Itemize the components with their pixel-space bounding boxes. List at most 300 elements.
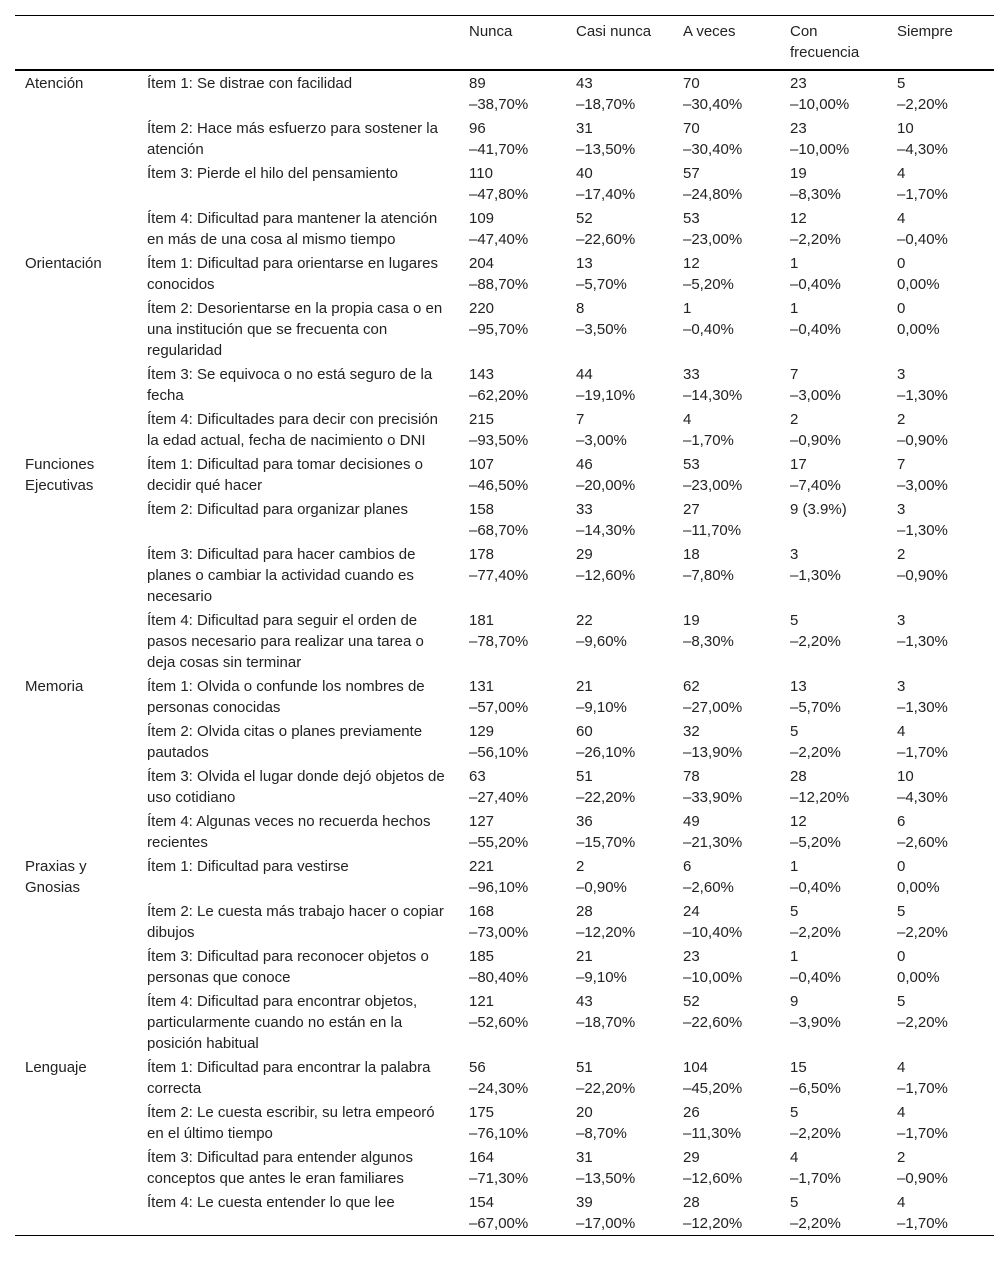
table-row bbox=[15, 497, 994, 542]
count-value: 178 bbox=[469, 546, 495, 563]
value-cell-casi-nunca bbox=[566, 452, 673, 497]
category-cell: Lenguaje bbox=[25, 1059, 87, 1076]
percent-value: –15,70% bbox=[576, 834, 636, 851]
table-header bbox=[15, 16, 994, 71]
count-value: 7 bbox=[897, 456, 906, 473]
percent-value: –12,60% bbox=[683, 1170, 743, 1187]
category-cell bbox=[15, 206, 137, 251]
percent-value: –52,60% bbox=[469, 1014, 529, 1031]
percent-value: –18,70% bbox=[576, 96, 636, 113]
value-cell-siempre bbox=[887, 362, 994, 407]
count-value: 158 bbox=[469, 501, 495, 518]
percent-value: –21,30% bbox=[683, 834, 743, 851]
value-cell-a-veces bbox=[673, 251, 780, 296]
count-value: 29 bbox=[683, 1149, 700, 1166]
category-cell bbox=[15, 944, 137, 989]
count-value: 3 bbox=[897, 366, 906, 383]
count-value: 7 bbox=[790, 366, 799, 383]
percent-value: –55,20% bbox=[469, 834, 529, 851]
percent-value: –1,70% bbox=[897, 1080, 948, 1097]
value-cell-nunca bbox=[459, 1190, 566, 1236]
count-value: 6 bbox=[897, 813, 906, 830]
count-value: 215 bbox=[469, 411, 495, 428]
percent-value: –5,70% bbox=[790, 699, 841, 716]
header-nunca: Nunca bbox=[459, 16, 566, 71]
count-value: 53 bbox=[683, 456, 700, 473]
category-cell: Praxias y Gnosias bbox=[25, 858, 87, 896]
percent-value: –41,70% bbox=[469, 141, 529, 158]
table-row bbox=[15, 206, 994, 251]
percent-value: –38,70% bbox=[469, 96, 529, 113]
count-value: 33 bbox=[576, 501, 593, 518]
count-value: 21 bbox=[576, 678, 593, 695]
percent-value: –1,30% bbox=[790, 567, 841, 584]
category-cell bbox=[15, 161, 137, 206]
count-value: 9 (3.9%) bbox=[790, 501, 847, 518]
percent-value: –45,20% bbox=[683, 1080, 743, 1097]
percent-value: –27,40% bbox=[469, 789, 529, 806]
value-cell-con-frecuencia bbox=[780, 161, 887, 206]
count-value: 5 bbox=[790, 723, 799, 740]
percent-value: –2,20% bbox=[897, 924, 948, 941]
value-cell-casi-nunca bbox=[566, 116, 673, 161]
percent-value: –5,70% bbox=[576, 276, 627, 293]
category-cell: Funciones Ejecutivas bbox=[25, 456, 95, 494]
table-row bbox=[15, 809, 994, 854]
value-cell-casi-nunca bbox=[566, 764, 673, 809]
count-value: 43 bbox=[576, 75, 593, 92]
percent-value: –47,80% bbox=[469, 186, 529, 203]
count-value: 1 bbox=[790, 858, 799, 875]
count-value: 70 bbox=[683, 75, 700, 92]
count-value: 3 bbox=[897, 612, 906, 629]
value-cell-casi-nunca bbox=[566, 944, 673, 989]
value-cell-a-veces bbox=[673, 608, 780, 674]
percent-value: –0,90% bbox=[790, 432, 841, 449]
percent-value: –33,90% bbox=[683, 789, 743, 806]
value-cell-siempre bbox=[887, 70, 994, 116]
percent-value: –3,50% bbox=[576, 321, 627, 338]
count-value: 4 bbox=[897, 1059, 906, 1076]
value-cell-con-frecuencia bbox=[780, 452, 887, 497]
item-label: Ítem 1: Se distrae con facilidad bbox=[147, 75, 353, 92]
percent-value: –22,20% bbox=[576, 1080, 636, 1097]
count-value: 4 bbox=[897, 210, 906, 227]
percent-value: –5,20% bbox=[790, 834, 841, 851]
count-value: 2 bbox=[897, 546, 906, 563]
table-row bbox=[15, 989, 994, 1055]
count-value: 127 bbox=[469, 813, 495, 830]
table-row bbox=[15, 764, 994, 809]
item-label: Ítem 1: Dificultad para encontrar la palabra correcta bbox=[147, 1059, 431, 1097]
count-value: 168 bbox=[469, 903, 495, 920]
value-cell-siempre bbox=[887, 854, 994, 899]
table-row bbox=[15, 944, 994, 989]
item-label: Ítem 2: Olvida citas o planes previamente pautados bbox=[147, 723, 423, 761]
item-label: Ítem 4: Dificultad para mantener la atención en más de una cosa al mismo tiempo bbox=[147, 210, 438, 248]
value-cell-casi-nunca bbox=[566, 1100, 673, 1145]
percent-value: –95,70% bbox=[469, 321, 529, 338]
percent-value: –8,70% bbox=[576, 1125, 627, 1142]
percent-value: –3,00% bbox=[790, 387, 841, 404]
count-value: 12 bbox=[683, 255, 700, 272]
table-row bbox=[15, 1190, 994, 1236]
percent-value: –0,40% bbox=[790, 879, 841, 896]
value-cell-casi-nunca bbox=[566, 1190, 673, 1236]
count-value: 4 bbox=[897, 1104, 906, 1121]
percent-value: –20,00% bbox=[576, 477, 636, 494]
percent-value: –2,60% bbox=[683, 879, 734, 896]
value-cell-siempre bbox=[887, 452, 994, 497]
percent-value: –12,60% bbox=[576, 567, 636, 584]
count-value: 0 bbox=[897, 948, 906, 965]
value-cell-nunca bbox=[459, 407, 566, 452]
value-cell-casi-nunca bbox=[566, 251, 673, 296]
percent-value: –14,30% bbox=[683, 387, 743, 404]
percent-value: –47,40% bbox=[469, 231, 529, 248]
value-cell-siempre bbox=[887, 497, 994, 542]
value-cell-con-frecuencia bbox=[780, 719, 887, 764]
category-cell bbox=[15, 899, 137, 944]
value-cell-nunca bbox=[459, 989, 566, 1055]
table-row bbox=[15, 674, 994, 719]
count-value: 96 bbox=[469, 120, 486, 137]
percent-value: –19,10% bbox=[576, 387, 636, 404]
percent-value: –1,30% bbox=[897, 633, 948, 650]
count-value: 27 bbox=[683, 501, 700, 518]
value-cell-nunca bbox=[459, 764, 566, 809]
value-cell-a-veces bbox=[673, 764, 780, 809]
count-value: 104 bbox=[683, 1059, 709, 1076]
value-cell-nunca bbox=[459, 161, 566, 206]
percent-value: –1,70% bbox=[683, 432, 734, 449]
count-value: 0 bbox=[897, 858, 906, 875]
percent-value: –11,30% bbox=[683, 1125, 742, 1142]
count-value: 1 bbox=[790, 255, 799, 272]
value-cell-nunca bbox=[459, 809, 566, 854]
percent-value: –96,10% bbox=[469, 879, 529, 896]
value-cell-a-veces bbox=[673, 1145, 780, 1190]
value-cell-nunca bbox=[459, 944, 566, 989]
percent-value: –68,70% bbox=[469, 522, 529, 539]
count-value: 28 bbox=[683, 1194, 700, 1211]
value-cell-siempre bbox=[887, 809, 994, 854]
percent-value: –10,00% bbox=[790, 96, 850, 113]
percent-value: –5,20% bbox=[683, 276, 734, 293]
header-category bbox=[15, 16, 137, 71]
value-cell-a-veces bbox=[673, 854, 780, 899]
percent-value: –23,00% bbox=[683, 231, 743, 248]
count-value: 36 bbox=[576, 813, 593, 830]
header-con-frecuencia: Con frecuencia bbox=[780, 16, 887, 71]
value-cell-siempre bbox=[887, 674, 994, 719]
percent-value: –71,30% bbox=[469, 1170, 529, 1187]
count-value: 52 bbox=[683, 993, 700, 1010]
value-cell-a-veces bbox=[673, 719, 780, 764]
value-cell-nunca bbox=[459, 542, 566, 608]
value-cell-casi-nunca bbox=[566, 854, 673, 899]
percent-value: 0,00% bbox=[897, 879, 940, 896]
category-cell bbox=[15, 296, 137, 362]
value-cell-siempre bbox=[887, 206, 994, 251]
item-label: Ítem 1: Dificultad para orientarse en lugares conocidos bbox=[147, 255, 438, 293]
category-cell bbox=[15, 116, 137, 161]
value-cell-a-veces bbox=[673, 206, 780, 251]
count-value: 32 bbox=[683, 723, 700, 740]
percent-value: –4,30% bbox=[897, 789, 948, 806]
percent-value: –4,30% bbox=[897, 141, 948, 158]
item-label: Ítem 4: Dificultades para decir con precisión la edad actual, fecha de nacimiento o DNI bbox=[147, 411, 438, 449]
percent-value: –14,30% bbox=[576, 522, 636, 539]
count-value: 9 bbox=[790, 993, 799, 1010]
category-cell bbox=[15, 764, 137, 809]
percent-value: –3,00% bbox=[897, 477, 948, 494]
table-row bbox=[15, 452, 994, 497]
item-label: Ítem 2: Le cuesta más trabajo hacer o copiar dibujos bbox=[147, 903, 444, 941]
category-cell: Memoria bbox=[25, 678, 84, 695]
value-cell-a-veces bbox=[673, 809, 780, 854]
value-cell-casi-nunca bbox=[566, 497, 673, 542]
count-value: 5 bbox=[790, 612, 799, 629]
item-label: Ítem 1: Olvida o confunde los nombres de personas conocidas bbox=[147, 678, 425, 716]
count-value: 7 bbox=[576, 411, 585, 428]
value-cell-con-frecuencia bbox=[780, 989, 887, 1055]
count-value: 78 bbox=[683, 768, 700, 785]
percent-value: –93,50% bbox=[469, 432, 529, 449]
value-cell-nunca bbox=[459, 1100, 566, 1145]
count-value: 43 bbox=[576, 993, 593, 1010]
percent-value: –30,40% bbox=[683, 141, 743, 158]
table-row bbox=[15, 116, 994, 161]
value-cell-con-frecuencia bbox=[780, 674, 887, 719]
percent-value: 0,00% bbox=[897, 969, 940, 986]
percent-value: 0,00% bbox=[897, 321, 940, 338]
percent-value: –2,20% bbox=[790, 1125, 841, 1142]
value-cell-nunca bbox=[459, 899, 566, 944]
count-value: 20 bbox=[576, 1104, 593, 1121]
category-cell bbox=[15, 362, 137, 407]
count-value: 21 bbox=[576, 948, 593, 965]
value-cell-con-frecuencia bbox=[780, 1055, 887, 1100]
count-value: 40 bbox=[576, 165, 593, 182]
count-value: 220 bbox=[469, 300, 495, 317]
count-value: 12 bbox=[790, 210, 807, 227]
value-cell-a-veces bbox=[673, 452, 780, 497]
count-value: 46 bbox=[576, 456, 593, 473]
percent-value: –73,00% bbox=[469, 924, 529, 941]
value-cell-a-veces bbox=[673, 362, 780, 407]
percent-value: –22,20% bbox=[576, 789, 636, 806]
percent-value: –2,20% bbox=[897, 96, 948, 113]
count-value: 10 bbox=[897, 768, 914, 785]
item-label: Ítem 3: Olvida el lugar donde dejó objetos de uso cotidiano bbox=[147, 768, 445, 806]
count-value: 26 bbox=[683, 1104, 700, 1121]
count-value: 121 bbox=[469, 993, 495, 1010]
item-label: Ítem 3: Pierde el hilo del pensamiento bbox=[147, 165, 398, 182]
count-value: 2 bbox=[897, 1149, 906, 1166]
item-label: Ítem 2: Dificultad para organizar planes bbox=[147, 501, 408, 518]
count-value: 13 bbox=[790, 678, 807, 695]
percent-value: –2,20% bbox=[790, 744, 841, 761]
count-value: 5 bbox=[790, 1194, 799, 1211]
value-cell-casi-nunca bbox=[566, 161, 673, 206]
header-item bbox=[137, 16, 459, 71]
percent-value: –2,20% bbox=[790, 231, 841, 248]
category-cell bbox=[15, 1190, 137, 1236]
value-cell-con-frecuencia bbox=[780, 809, 887, 854]
count-value: 28 bbox=[576, 903, 593, 920]
percent-value: –88,70% bbox=[469, 276, 529, 293]
table-row bbox=[15, 608, 994, 674]
percent-value: –0,90% bbox=[576, 879, 627, 896]
value-cell-siempre bbox=[887, 764, 994, 809]
percent-value: –2,20% bbox=[790, 924, 841, 941]
count-value: 44 bbox=[576, 366, 593, 383]
value-cell-a-veces bbox=[673, 1055, 780, 1100]
value-cell-casi-nunca bbox=[566, 1145, 673, 1190]
value-cell-casi-nunca bbox=[566, 719, 673, 764]
count-value: 3 bbox=[897, 678, 906, 695]
value-cell-con-frecuencia bbox=[780, 407, 887, 452]
value-cell-nunca bbox=[459, 70, 566, 116]
count-value: 204 bbox=[469, 255, 495, 272]
table-row bbox=[15, 1145, 994, 1190]
value-cell-a-veces bbox=[673, 674, 780, 719]
percent-value: –1,30% bbox=[897, 522, 948, 539]
percent-value: –3,00% bbox=[576, 432, 627, 449]
value-cell-casi-nunca bbox=[566, 362, 673, 407]
percent-value: –8,30% bbox=[790, 186, 841, 203]
count-value: 3 bbox=[790, 546, 799, 563]
percent-value: –0,90% bbox=[897, 432, 948, 449]
count-value: 49 bbox=[683, 813, 700, 830]
percent-value: –3,90% bbox=[790, 1014, 841, 1031]
percent-value: –18,70% bbox=[576, 1014, 636, 1031]
percent-value: –9,60% bbox=[576, 633, 627, 650]
category-cell: Atención bbox=[25, 75, 84, 92]
count-value: 57 bbox=[683, 165, 700, 182]
percent-value: –1,70% bbox=[897, 1215, 948, 1232]
value-cell-con-frecuencia bbox=[780, 296, 887, 362]
count-value: 1 bbox=[790, 300, 799, 317]
percent-value: –13,50% bbox=[576, 141, 636, 158]
percent-value: –13,50% bbox=[576, 1170, 636, 1187]
item-label: Ítem 4: Dificultad para encontrar objetos, particularmente cuando no están en la posición habitual bbox=[147, 993, 418, 1052]
count-value: 23 bbox=[790, 75, 807, 92]
item-label: Ítem 4: Dificultad para seguir el orden de pasos necesario para realizar una tarea o deja cosas sin terminar bbox=[147, 612, 424, 671]
value-cell-con-frecuencia bbox=[780, 70, 887, 116]
percent-value: –17,40% bbox=[576, 186, 636, 203]
percent-value: –10,00% bbox=[790, 141, 850, 158]
value-cell-casi-nunca bbox=[566, 1055, 673, 1100]
value-cell-a-veces bbox=[673, 1190, 780, 1236]
value-cell-casi-nunca bbox=[566, 296, 673, 362]
value-cell-a-veces bbox=[673, 944, 780, 989]
percent-value: –22,60% bbox=[683, 1014, 743, 1031]
count-value: 4 bbox=[683, 411, 692, 428]
count-value: 15 bbox=[790, 1059, 807, 1076]
percent-value: –24,30% bbox=[469, 1080, 529, 1097]
count-value: 22 bbox=[576, 612, 593, 629]
count-value: 109 bbox=[469, 210, 495, 227]
count-value: 17 bbox=[790, 456, 807, 473]
percent-value: –2,20% bbox=[790, 633, 841, 650]
value-cell-con-frecuencia bbox=[780, 497, 887, 542]
category-cell: Orientación bbox=[25, 255, 102, 272]
percent-value: –0,40% bbox=[897, 231, 948, 248]
count-value: 107 bbox=[469, 456, 495, 473]
count-value: 4 bbox=[897, 1194, 906, 1211]
category-cell bbox=[15, 989, 137, 1055]
count-value: 51 bbox=[576, 768, 593, 785]
table-row bbox=[15, 251, 994, 296]
count-value: 1 bbox=[790, 948, 799, 965]
value-cell-siempre bbox=[887, 1145, 994, 1190]
value-cell-con-frecuencia bbox=[780, 1145, 887, 1190]
count-value: 56 bbox=[469, 1059, 486, 1076]
value-cell-casi-nunca bbox=[566, 899, 673, 944]
percent-value: –0,40% bbox=[790, 969, 841, 986]
value-cell-siempre bbox=[887, 944, 994, 989]
percent-value: –9,10% bbox=[576, 969, 627, 986]
percent-value: –30,40% bbox=[683, 96, 743, 113]
item-label: Ítem 2: Desorientarse en la propia casa o en una institución que se frecuenta con regularidad bbox=[147, 300, 443, 359]
count-value: 12 bbox=[790, 813, 807, 830]
category-cell bbox=[15, 407, 137, 452]
percent-value: –12,20% bbox=[683, 1215, 743, 1232]
percent-value: –2,20% bbox=[897, 1014, 948, 1031]
count-value: 129 bbox=[469, 723, 495, 740]
value-cell-con-frecuencia bbox=[780, 944, 887, 989]
item-label: Ítem 4: Le cuesta entender lo que lee bbox=[147, 1194, 395, 1211]
percent-value: –6,50% bbox=[790, 1080, 841, 1097]
count-value: 181 bbox=[469, 612, 495, 629]
value-cell-a-veces bbox=[673, 70, 780, 116]
category-cell bbox=[15, 497, 137, 542]
item-label: Ítem 1: Dificultad para vestirse bbox=[147, 858, 349, 875]
percent-value: –10,00% bbox=[683, 969, 743, 986]
count-value: 4 bbox=[897, 723, 906, 740]
value-cell-con-frecuencia bbox=[780, 362, 887, 407]
value-cell-casi-nunca bbox=[566, 674, 673, 719]
count-value: 70 bbox=[683, 120, 700, 137]
count-value: 19 bbox=[790, 165, 807, 182]
value-cell-siempre bbox=[887, 1100, 994, 1145]
value-cell-siempre bbox=[887, 251, 994, 296]
percent-value: –12,20% bbox=[790, 789, 850, 806]
percent-value: –78,70% bbox=[469, 633, 529, 650]
count-value: 143 bbox=[469, 366, 495, 383]
item-label: Ítem 4: Algunas veces no recuerda hechos recientes bbox=[147, 813, 431, 851]
table-row bbox=[15, 542, 994, 608]
percent-value: –1,30% bbox=[897, 699, 948, 716]
count-value: 154 bbox=[469, 1194, 495, 1211]
value-cell-nunca bbox=[459, 674, 566, 719]
count-value: 131 bbox=[469, 678, 495, 695]
count-value: 221 bbox=[469, 858, 495, 875]
count-value: 39 bbox=[576, 1194, 593, 1211]
category-cell bbox=[15, 1100, 137, 1145]
category-cell bbox=[15, 608, 137, 674]
percent-value: –0,40% bbox=[790, 276, 841, 293]
count-value: 10 bbox=[897, 120, 914, 137]
percent-value: –0,90% bbox=[897, 1170, 948, 1187]
value-cell-siempre bbox=[887, 1190, 994, 1236]
value-cell-siempre bbox=[887, 899, 994, 944]
count-value: 1 bbox=[683, 300, 692, 317]
percent-value: –7,80% bbox=[683, 567, 734, 584]
count-value: 31 bbox=[576, 1149, 593, 1166]
